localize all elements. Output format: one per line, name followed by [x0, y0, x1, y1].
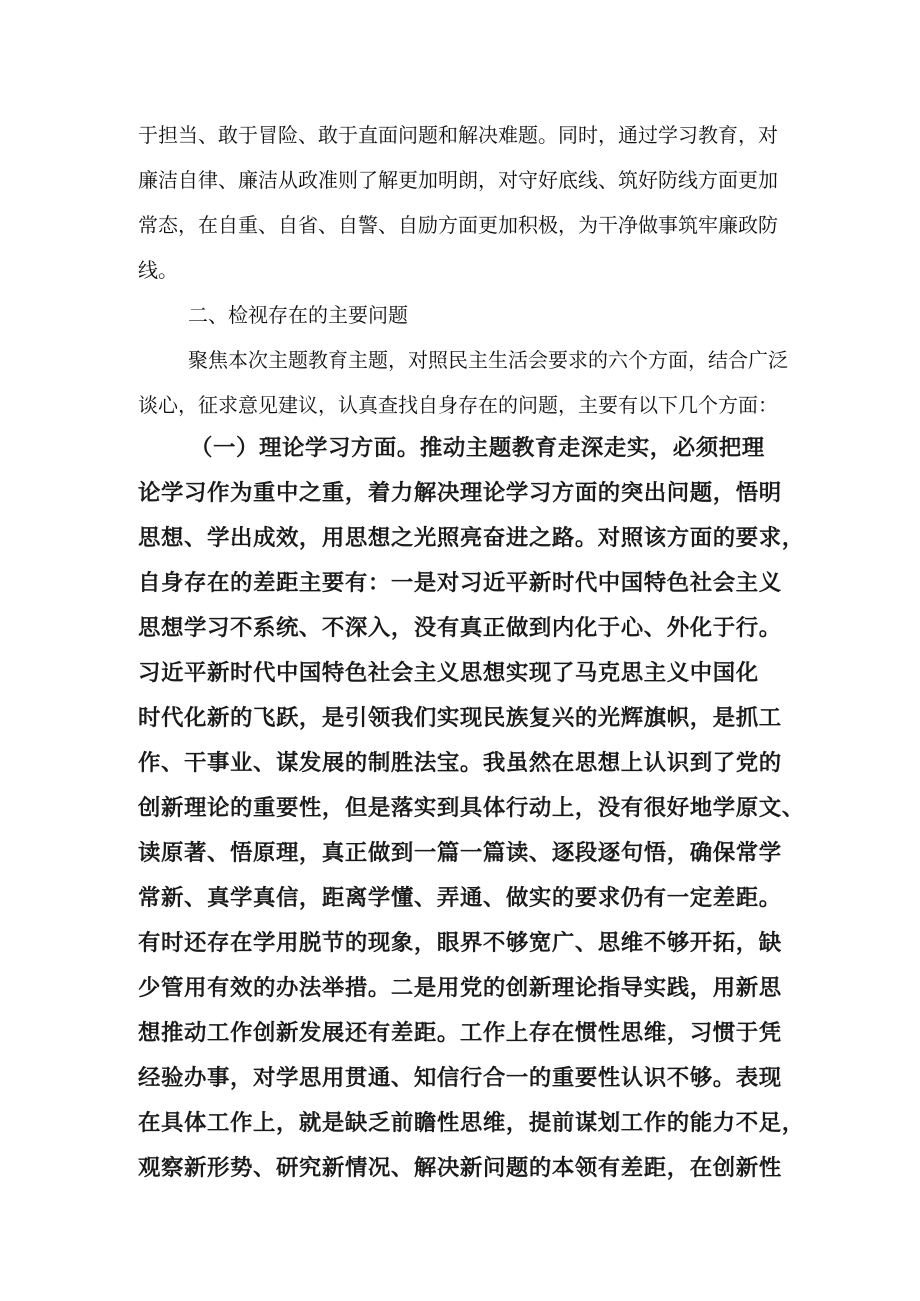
theory-line-2: 论学习作为重中之重，着力解决理论学习方面的突出问题，悟明: [138, 480, 782, 506]
theory-line-4: 自身存在的差距主要有：一是对习近平新时代中国特色社会主义: [138, 570, 782, 596]
theory-line-16: 在具体工作上，就是缺乏前瞻性思维，提前谋划工作的能力不足，: [138, 1110, 805, 1136]
theory-line-17: 观察新形势、研究新情况、解决新问题的本领有差距，在创新性: [138, 1155, 782, 1181]
theory-line-15: 经验办事，对学思用贯通、知信行合一的重要性认识不够。表现: [138, 1065, 782, 1091]
theory-line-3: 思想、学出成效，用思想之光照亮奋进之路。对照该方面的要求，: [138, 525, 805, 551]
focus-line-1: 聚焦本次主题教育主题，对照民主生活会要求的六个方面，结合广泛: [188, 348, 788, 372]
theory-line-11: 常新、真学真信，距离学懂、弄通、做实的要求仍有一定差距。: [138, 885, 782, 911]
focus-line-2: 谈心，征求意见建议，认真查找自身存在的问题，主要有以下几个方面：: [138, 393, 778, 417]
section-heading: 二、检视存在的主要问题: [188, 303, 408, 327]
theory-line-5: 思想学习不系统、不深入，没有真正做到内化于心、外化于行。: [138, 615, 782, 641]
theory-line-6: 习近平新时代中国特色社会主义思想实现了马克思主义中国化: [138, 660, 759, 686]
intro-line-4: 线。: [138, 258, 178, 282]
theory-line-14: 想推动工作创新发展还有差距。工作上存在惯性思维，习惯于凭: [138, 1020, 782, 1046]
intro-line-1: 于担当、敢于冒险、敢于直面问题和解决难题。同时，通过学习教育，对: [138, 123, 778, 147]
theory-line-7: 时代化新的飞跃，是引领我们实现民族复兴的光辉旗帜，是抓工: [138, 705, 782, 731]
theory-line-13: 少管用有效的办法举措。二是用党的创新理论指导实践，用新思: [138, 975, 782, 1001]
theory-line-12: 有时还存在学用脱节的现象，眼界不够宽广、思维不够开拓，缺: [138, 930, 782, 956]
theory-line-9: 创新理论的重要性，但是落实到具体行动上，没有很好地学原文、: [138, 795, 805, 821]
theory-line-10: 读原著、悟原理，真正做到一篇一篇读、逐段逐句悟，确保常学: [138, 840, 782, 866]
theory-line-8: 作、干事业、谋发展的制胜法宝。我虽然在思想上认识到了党的: [138, 750, 782, 776]
intro-line-3: 常态，在自重、自省、自警、自励方面更加积极，为干净做事筑牢廉政防: [138, 213, 778, 237]
intro-line-2: 廉洁自律、廉洁从政准则了解更加明朗，对守好底线、筑好防线方面更加: [138, 168, 778, 192]
theory-line-1: （一）理论学习方面。推动主题教育走深走实，必须把理: [190, 435, 765, 461]
